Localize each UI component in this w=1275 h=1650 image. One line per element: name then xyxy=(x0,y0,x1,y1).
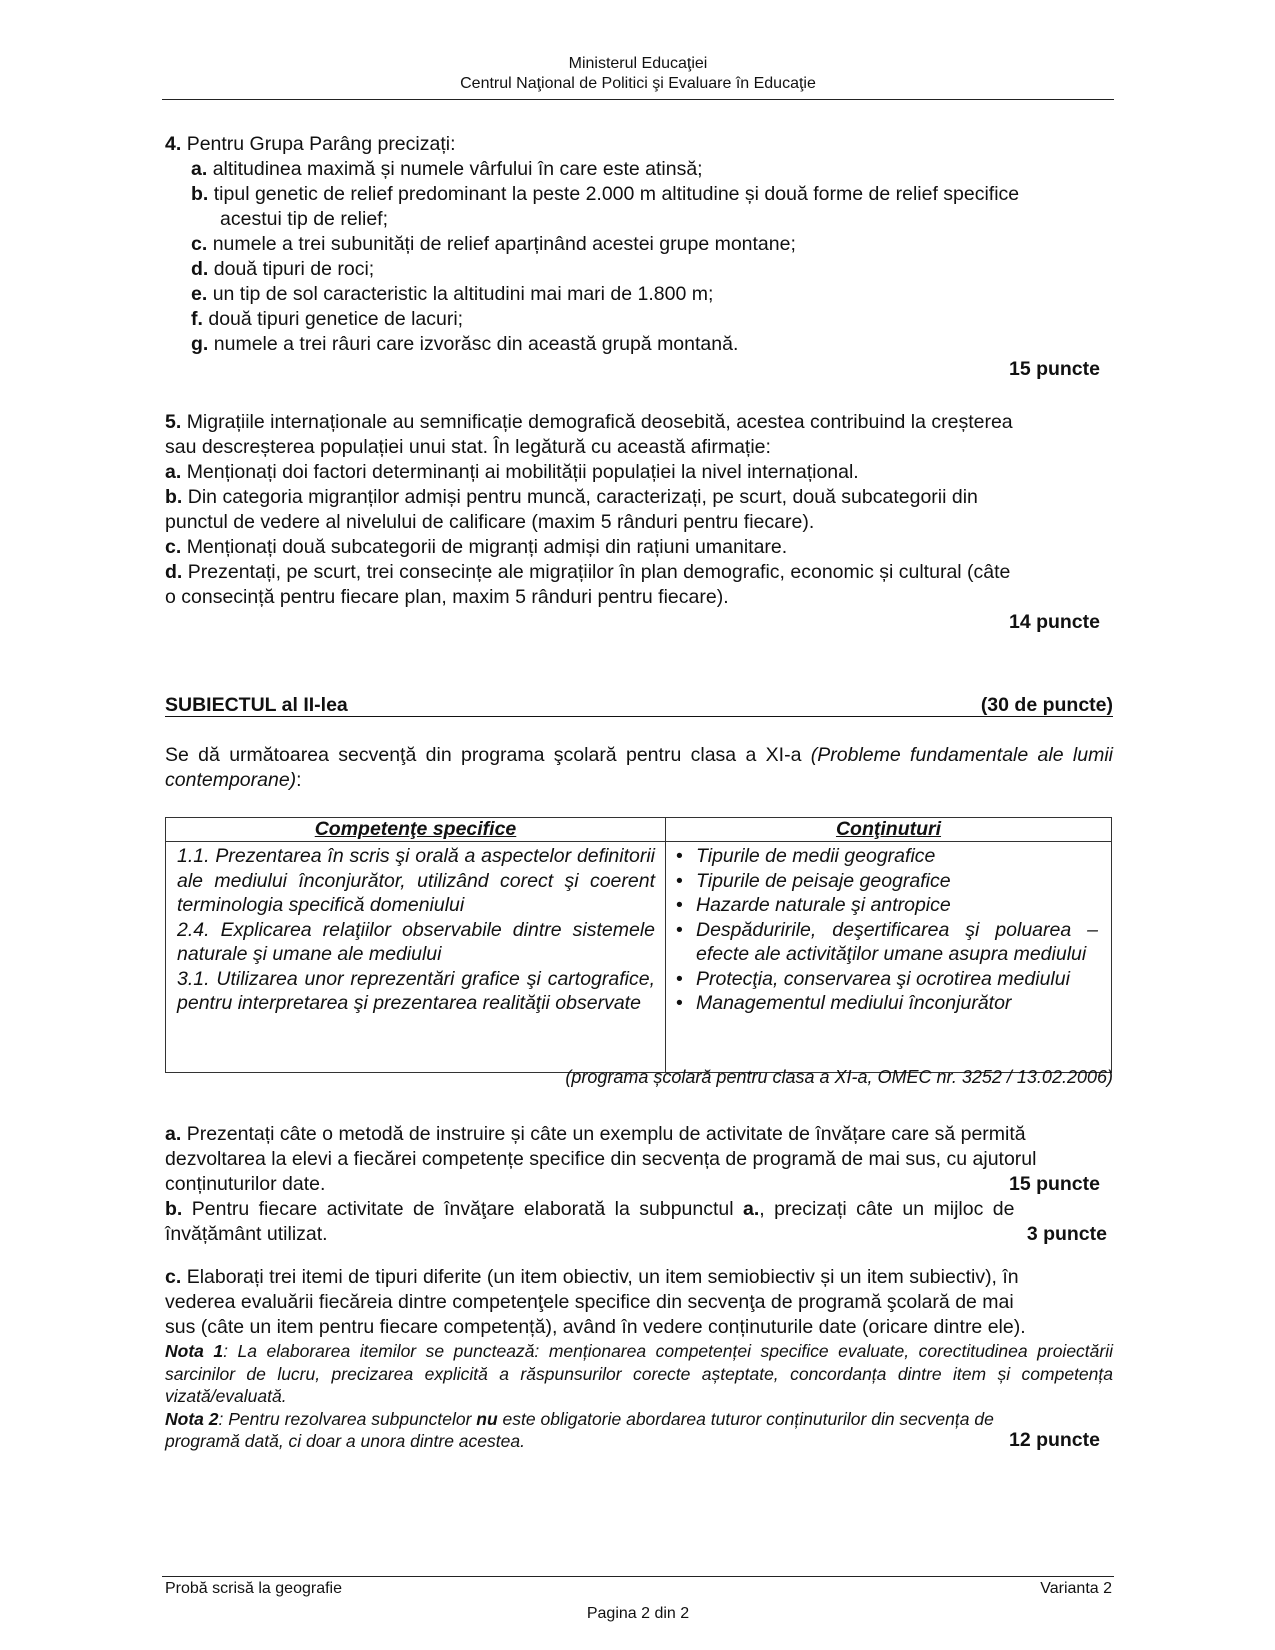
table-source: (programa școlară pentru clasa a XI-a, OMEC nr. 3252 / 13.02.2006) xyxy=(565,1067,1113,1087)
competence-item: 2.4. Explicarea relaţiilor observabile dintre sistemele naturale şi umane ale mediului xyxy=(177,918,655,965)
footer-variant: Varianta 2 xyxy=(1040,1580,1112,1597)
competences-cell xyxy=(166,842,666,1073)
competence-item: 3.1. Utilizarea unor reprezentări grafice şi cartografice, pentru interpretarea şi prezentarea realităţii observate xyxy=(177,967,655,1014)
part-a-line: conținuturilor date. 15 puncte xyxy=(165,1173,1100,1195)
note-2: Nota 2: Pentru rezolvarea subpunctelor nu este obligatorie abordarea tuturor conținuturilor din secvența de xyxy=(165,1408,994,1429)
list-item: a. altitudinea maximă și numele vârfului în care este atinsă; xyxy=(191,158,703,180)
question-5-line: o consecință pentru fiecare plan, maxim 5 rânduri pentru fiecare). xyxy=(165,586,729,608)
part-c-line: c. Elaborați trei itemi de tipuri diferite (un item obiectiv, un item semiobiectiv și un item subiectiv), în xyxy=(165,1266,1019,1288)
footer-divider xyxy=(162,1576,1114,1577)
list-item: g. numele a trei râuri care izvorăsc din această grupă montană. xyxy=(191,333,739,355)
subject-2-title: SUBIECTUL al II-lea xyxy=(165,694,348,716)
question-5-line: sau descreșterea populației unui stat. În legătură cu această afirmație: xyxy=(165,436,771,458)
list-item: e. un tip de sol caracteristic la altitudini mai mari de 1.800 m; xyxy=(191,283,714,305)
note-1: Nota 1: La elaborarea itemilor se punctează: menționarea competenței specifice evaluate, corectitudinea proiectării sarcinilor de lucru, precizarea explicită a răspunsurilor corecte așteptate, concordanța dintre item și competența vizată/evaluată. xyxy=(165,1341,1114,1406)
question-4-intro: 4. Pentru Grupa Parâng precizați: xyxy=(165,133,456,155)
contents-list xyxy=(676,844,1098,1016)
subject-2-points: (30 de puncte) xyxy=(980,694,1113,716)
table-row xyxy=(166,842,1112,1073)
question-5-line: b. Din categoria migranților admiși pentru muncă, caracterizați, pe scurt, două subcategorii din xyxy=(165,486,978,508)
column-header-competences: Competenţe specifice xyxy=(166,818,666,842)
list-item: c. numele a trei subunități de relief aparținând acestei grupe montane; xyxy=(191,233,796,255)
question-5-line: c. Menționați două subcategorii de migranți admiși din rațiuni umanitare. xyxy=(165,536,788,558)
contents-cell xyxy=(666,842,1112,1073)
part-a xyxy=(165,1122,1113,1247)
content-item: • Despăduririle, deşertificarea şi poluarea – efecte ale activităţilor umane asupra mediului xyxy=(676,918,1098,967)
content-item: • Protecţia, conservarea şi ocrotirea mediului xyxy=(676,967,1098,992)
page-header xyxy=(162,54,1114,94)
column-header-contents: Conţinuturi xyxy=(666,818,1112,842)
part-c-line: vederea evaluării fiecăreia dintre competenţele specifice din secvenţa de programă şcolară de mai xyxy=(165,1291,1014,1313)
header-divider xyxy=(162,99,1114,100)
content-item: • Hazarde naturale şi antropice xyxy=(676,893,1098,918)
ministry-name: Ministerul Educaţiei xyxy=(568,55,708,72)
part-b-points: 3 puncte xyxy=(1026,1223,1107,1245)
part-a-line: dezvoltarea la elevi a fiecărei competențe specifice din secvența de programă de mai sus, cu ajutorul xyxy=(165,1148,1037,1170)
part-c-points: 12 puncte xyxy=(1008,1429,1100,1451)
note-2-end: programă dată, ci doar a unora dintre acestea. 12 puncte xyxy=(165,1429,1100,1451)
center-name: Centrul Naţional de Politici şi Evaluare în Educaţie xyxy=(460,75,816,92)
question-5-line: 5. Migrațiile internaționale au semnificație demografică deosebită, acestea contribuind la creșterea xyxy=(165,411,1013,433)
question-5-line: punctul de vedere al nivelului de calificare (maxim 5 rânduri pentru fiecare). xyxy=(165,511,815,533)
question-5-points: 14 puncte xyxy=(1008,611,1100,633)
curriculum-table xyxy=(165,817,1112,1073)
content-item: • Tipurile de peisaje geografice xyxy=(676,869,1098,894)
question-4-points: 15 puncte xyxy=(1008,358,1100,380)
question-5-line: d. Prezentați, pe scurt, trei consecințe ale migrațiilor în plan demografic, economic și cultural (câte xyxy=(165,561,1011,583)
part-b-line: învățământ utilizat. 3 puncte xyxy=(165,1223,1107,1245)
list-item-continued: acestui tip de relief; xyxy=(220,208,389,230)
question-5-line: a. Menționați doi factori determinanți ai mobilității populației la nivel internațional. xyxy=(165,461,859,483)
subject-2-heading xyxy=(165,693,1113,717)
content-item: • Tipurile de medii geografice xyxy=(676,844,1098,869)
part-c-line: sus (câte un item pentru fiecare competență), având în vedere conținuturile date (oricare dintre ele). xyxy=(165,1316,1026,1338)
content-item: • Managementul mediului înconjurător xyxy=(676,991,1098,1016)
question-5 xyxy=(165,410,1113,635)
part-b-line: b. Pentru fiecare activitate de învăţare elaborată la subpunctul a., precizați câte un mijloc de xyxy=(165,1198,1015,1220)
page-number: Pagina 2 din 2 xyxy=(586,1605,690,1622)
list-item: b. tipul genetic de relief predominant la peste 2.000 m altitudine și două forme de relief specifice xyxy=(191,183,1020,205)
table-header-row xyxy=(166,818,1112,842)
part-a-points: 15 puncte xyxy=(1008,1173,1100,1195)
part-a-line: a. Prezentați câte o metodă de instruire și câte un exemplu de activitate de învățare care să permită xyxy=(165,1123,1026,1145)
footer-exam-name: Probă scrisă la geografie xyxy=(165,1580,342,1597)
subject-2-intro: Se dă următoarea secvenţă din programa şcolară pentru clasa a XI-a (Probleme fundamentale ale lumii contemporane): xyxy=(165,744,1113,791)
list-item: f. două tipuri genetice de lacuri; xyxy=(191,308,464,330)
question-4 xyxy=(165,132,1113,382)
part-c xyxy=(165,1265,1113,1453)
competence-item: 1.1. Prezentarea în scris şi orală a aspectelor definitorii ale mediului înconjurător, utilizând corect şi coerent terminologia specifică domeniului xyxy=(177,845,655,916)
list-item: d. două tipuri de roci; xyxy=(191,258,375,280)
